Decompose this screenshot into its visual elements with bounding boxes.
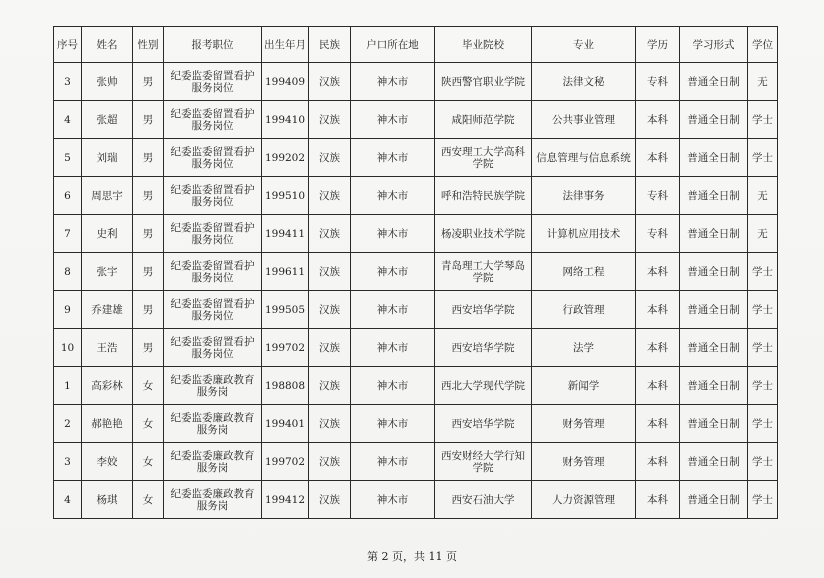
cell-position: 纪委监委留置看护服务岗位 — [164, 253, 262, 291]
cell-position: 纪委监委留置看护服务岗位 — [164, 177, 262, 215]
cell-school: 西安培华学院 — [435, 329, 532, 367]
cell-study-mode: 普通全日制 — [680, 139, 748, 177]
cell-residence: 神木市 — [351, 101, 435, 139]
cell-name: 张帅 — [82, 63, 133, 101]
cell-position: 纪委监委廉政教育服务岗 — [164, 405, 262, 443]
cell-position: 纪委监委留置看护服务岗位 — [164, 139, 262, 177]
cell-school: 西安培华学院 — [435, 291, 532, 329]
cell-name: 刘瑞 — [82, 139, 133, 177]
cell-seq: 9 — [54, 291, 82, 329]
cell-major: 行政管理 — [532, 291, 636, 329]
cell-education: 本科 — [636, 101, 680, 139]
cell-major: 计算机应用技术 — [532, 215, 636, 253]
cell-education: 本科 — [636, 253, 680, 291]
cell-position: 纪委监委廉政教育服务岗 — [164, 481, 262, 519]
cell-major: 新闻学 — [532, 367, 636, 405]
cell-birth: 199505 — [262, 291, 309, 329]
cell-study-mode: 普通全日制 — [680, 405, 748, 443]
cell-ethnicity: 汉族 — [309, 177, 351, 215]
cell-birth: 199202 — [262, 139, 309, 177]
cell-degree: 学士 — [748, 329, 778, 367]
cell-seq: 5 — [54, 139, 82, 177]
cell-seq: 1 — [54, 367, 82, 405]
cell-education: 本科 — [636, 329, 680, 367]
table-row — [54, 443, 778, 481]
cell-seq: 4 — [54, 101, 82, 139]
table-row — [54, 215, 778, 253]
cell-school: 西安石油大学 — [435, 481, 532, 519]
cell-study-mode: 普通全日制 — [680, 481, 748, 519]
cell-ethnicity: 汉族 — [309, 101, 351, 139]
cell-ethnicity: 汉族 — [309, 481, 351, 519]
cell-position: 纪委监委留置看护服务岗位 — [164, 215, 262, 253]
cell-name: 史利 — [82, 215, 133, 253]
cell-seq: 2 — [54, 405, 82, 443]
cell-school: 杨凌职业技术学院 — [435, 215, 532, 253]
cell-school: 咸阳师范学院 — [435, 101, 532, 139]
cell-position: 纪委监委廉政教育服务岗 — [164, 443, 262, 481]
cell-degree: 学士 — [748, 405, 778, 443]
cell-position: 纪委监委留置看护服务岗位 — [164, 101, 262, 139]
cell-study-mode: 普通全日制 — [680, 443, 748, 481]
cell-school: 西安理工大学高科学院 — [435, 139, 532, 177]
cell-degree: 学士 — [748, 291, 778, 329]
header-degree: 学位 — [748, 27, 778, 63]
header-ethnicity: 民族 — [309, 27, 351, 63]
cell-position: 纪委监委留置看护服务岗位 — [164, 329, 262, 367]
cell-degree: 学士 — [748, 367, 778, 405]
cell-residence: 神木市 — [351, 215, 435, 253]
cell-birth: 199702 — [262, 443, 309, 481]
cell-birth: 199510 — [262, 177, 309, 215]
cell-name: 王浩 — [82, 329, 133, 367]
cell-education: 本科 — [636, 367, 680, 405]
cell-residence: 神木市 — [351, 481, 435, 519]
cell-position: 纪委监委廉政教育服务岗 — [164, 367, 262, 405]
cell-gender: 男 — [133, 101, 164, 139]
cell-ethnicity: 汉族 — [309, 367, 351, 405]
cell-residence: 神木市 — [351, 329, 435, 367]
cell-major: 网络工程 — [532, 253, 636, 291]
cell-seq: 4 — [54, 481, 82, 519]
cell-birth: 199702 — [262, 329, 309, 367]
cell-ethnicity: 汉族 — [309, 139, 351, 177]
cell-education: 专科 — [636, 215, 680, 253]
cell-ethnicity: 汉族 — [309, 443, 351, 481]
cell-residence: 神木市 — [351, 177, 435, 215]
cell-degree: 学士 — [748, 101, 778, 139]
cell-seq: 8 — [54, 253, 82, 291]
cell-gender: 男 — [133, 63, 164, 101]
cell-gender: 女 — [133, 405, 164, 443]
cell-residence: 神木市 — [351, 405, 435, 443]
cell-residence: 神木市 — [351, 253, 435, 291]
table-row — [54, 177, 778, 215]
cell-name: 乔建雄 — [82, 291, 133, 329]
cell-seq: 3 — [54, 443, 82, 481]
cell-birth: 199411 — [262, 215, 309, 253]
cell-gender: 女 — [133, 443, 164, 481]
table-row — [54, 329, 778, 367]
cell-study-mode: 普通全日制 — [680, 291, 748, 329]
cell-birth: 199409 — [262, 63, 309, 101]
cell-birth: 198808 — [262, 367, 309, 405]
cell-school: 青岛理工大学琴岛学院 — [435, 253, 532, 291]
cell-gender: 男 — [133, 291, 164, 329]
cell-study-mode: 普通全日制 — [680, 177, 748, 215]
cell-position: 纪委监委留置看护服务岗位 — [164, 291, 262, 329]
cell-name: 张超 — [82, 101, 133, 139]
cell-birth: 199410 — [262, 101, 309, 139]
cell-gender: 男 — [133, 139, 164, 177]
cell-major: 信息管理与信息系统 — [532, 139, 636, 177]
cell-position: 纪委监委留置看护服务岗位 — [164, 63, 262, 101]
table-row — [54, 139, 778, 177]
cell-residence: 神木市 — [351, 367, 435, 405]
cell-degree: 无 — [748, 215, 778, 253]
header-residence: 户口所在地 — [351, 27, 435, 63]
header-gender: 性别 — [133, 27, 164, 63]
cell-degree: 学士 — [748, 253, 778, 291]
cell-name: 高彩林 — [82, 367, 133, 405]
cell-study-mode: 普通全日制 — [680, 329, 748, 367]
cell-ethnicity: 汉族 — [309, 253, 351, 291]
header-birth: 出生年月 — [262, 27, 309, 63]
table-row — [54, 291, 778, 329]
cell-gender: 男 — [133, 329, 164, 367]
cell-ethnicity: 汉族 — [309, 63, 351, 101]
cell-major: 法律文秘 — [532, 63, 636, 101]
page-footer: 第 2 页，共 11 页 — [367, 550, 457, 563]
cell-school: 西北大学现代学院 — [435, 367, 532, 405]
cell-name: 郝艳艳 — [82, 405, 133, 443]
cell-education: 本科 — [636, 443, 680, 481]
cell-school: 西安培华学院 — [435, 405, 532, 443]
cell-gender: 男 — [133, 253, 164, 291]
cell-residence: 神木市 — [351, 63, 435, 101]
cell-school: 陕西警官职业学院 — [435, 63, 532, 101]
header-major: 专业 — [532, 27, 636, 63]
cell-name: 周思宇 — [82, 177, 133, 215]
cell-education: 专科 — [636, 177, 680, 215]
header-seq: 序号 — [54, 27, 82, 63]
cell-study-mode: 普通全日制 — [680, 367, 748, 405]
cell-birth: 199412 — [262, 481, 309, 519]
cell-school: 西安财经大学行知学院 — [435, 443, 532, 481]
cell-name: 李姣 — [82, 443, 133, 481]
cell-major: 财务管理 — [532, 443, 636, 481]
cell-study-mode: 普通全日制 — [680, 63, 748, 101]
cell-residence: 神木市 — [351, 291, 435, 329]
cell-seq: 3 — [54, 63, 82, 101]
header-study-mode: 学习形式 — [680, 27, 748, 63]
cell-seq: 7 — [54, 215, 82, 253]
cell-residence: 神木市 — [351, 139, 435, 177]
cell-major: 人力资源管理 — [532, 481, 636, 519]
cell-birth: 199611 — [262, 253, 309, 291]
cell-major: 法律事务 — [532, 177, 636, 215]
cell-degree: 学士 — [748, 139, 778, 177]
cell-gender: 男 — [133, 177, 164, 215]
table-row — [54, 63, 778, 101]
cell-degree: 学士 — [748, 443, 778, 481]
table-row — [54, 253, 778, 291]
cell-ethnicity: 汉族 — [309, 291, 351, 329]
cell-gender: 女 — [133, 481, 164, 519]
cell-major: 财务管理 — [532, 405, 636, 443]
cell-school: 呼和浩特民族学院 — [435, 177, 532, 215]
cell-education: 本科 — [636, 291, 680, 329]
cell-degree: 学士 — [748, 481, 778, 519]
cell-ethnicity: 汉族 — [309, 405, 351, 443]
cell-gender: 女 — [133, 367, 164, 405]
cell-education: 本科 — [636, 139, 680, 177]
table-header-row — [54, 27, 778, 63]
cell-major: 公共事业管理 — [532, 101, 636, 139]
cell-seq: 10 — [54, 329, 82, 367]
table-body — [54, 63, 778, 519]
cell-degree: 无 — [748, 63, 778, 101]
candidate-table — [53, 26, 778, 519]
header-school: 毕业院校 — [435, 27, 532, 63]
cell-residence: 神木市 — [351, 443, 435, 481]
cell-birth: 199401 — [262, 405, 309, 443]
cell-study-mode: 普通全日制 — [680, 215, 748, 253]
cell-education: 本科 — [636, 405, 680, 443]
cell-ethnicity: 汉族 — [309, 215, 351, 253]
table-row — [54, 405, 778, 443]
cell-name: 杨琪 — [82, 481, 133, 519]
table-row — [54, 101, 778, 139]
cell-name: 张宇 — [82, 253, 133, 291]
table-row — [54, 367, 778, 405]
cell-gender: 男 — [133, 215, 164, 253]
cell-education: 本科 — [636, 481, 680, 519]
cell-study-mode: 普通全日制 — [680, 101, 748, 139]
header-name: 姓名 — [82, 27, 133, 63]
cell-ethnicity: 汉族 — [309, 329, 351, 367]
cell-seq: 6 — [54, 177, 82, 215]
cell-major: 法学 — [532, 329, 636, 367]
cell-study-mode: 普通全日制 — [680, 253, 748, 291]
cell-education: 专科 — [636, 63, 680, 101]
header-position: 报考职位 — [164, 27, 262, 63]
table-row — [54, 481, 778, 519]
header-education: 学历 — [636, 27, 680, 63]
cell-degree: 无 — [748, 177, 778, 215]
